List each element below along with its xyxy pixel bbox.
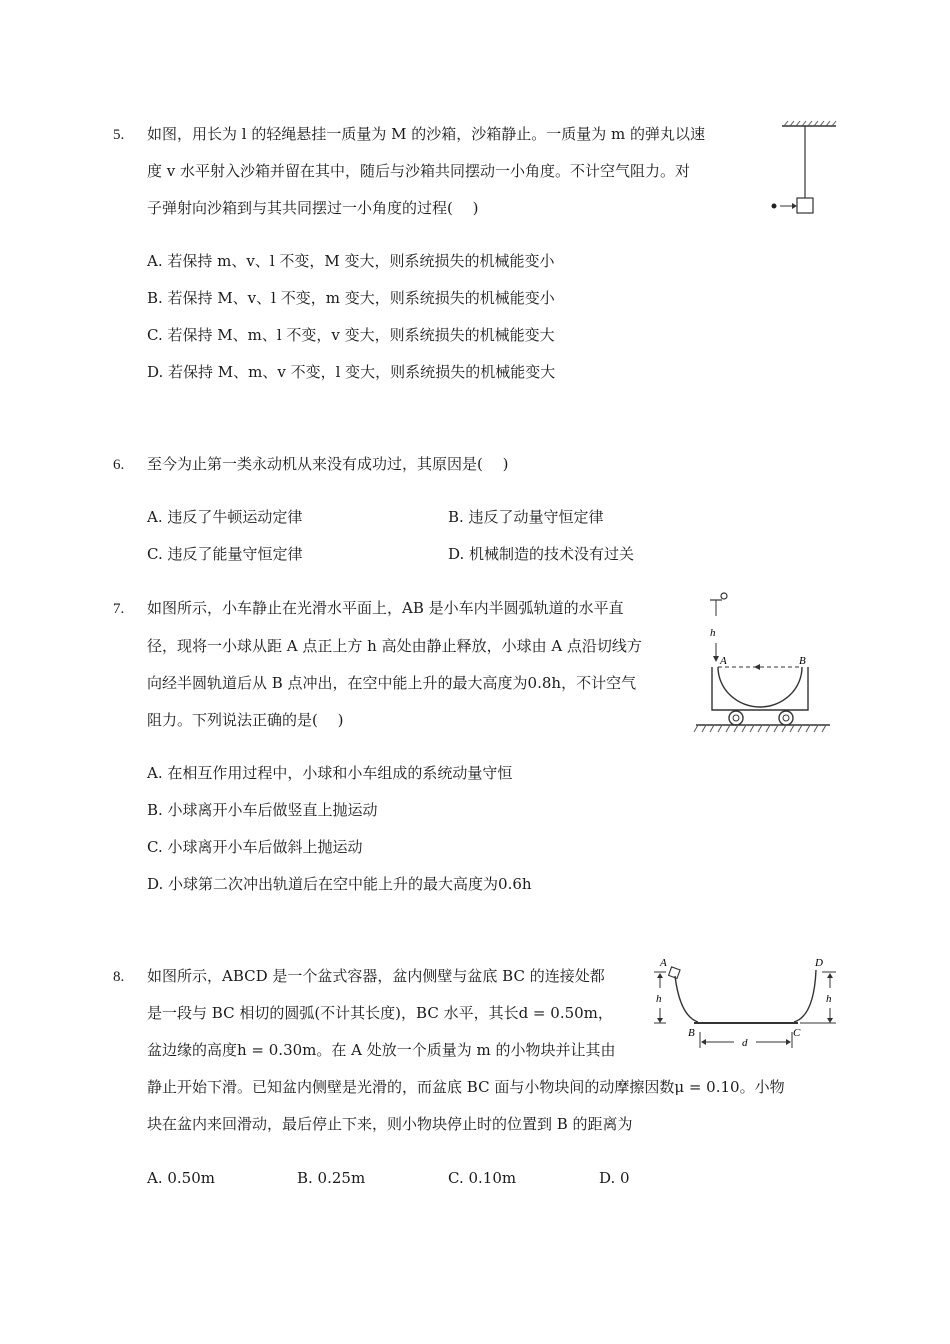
- option-c[interactable]: C. 违反了能量守恒定律: [147, 545, 303, 563]
- option-c[interactable]: C. 小球离开小车后做斜上抛运动: [147, 838, 363, 856]
- option-d[interactable]: D. 0: [599, 1169, 630, 1187]
- question-text-line: 盆边缘的高度h = 0.30m。在 A 处放一个质量为 m 的小物块并让其由: [147, 1041, 616, 1059]
- question-number: 6.: [113, 457, 125, 473]
- option-d[interactable]: D. 机械制造的技术没有过关: [448, 545, 635, 563]
- option-d[interactable]: D. 小球第二次冲出轨道后在空中能上升的最大高度为0.6h: [147, 875, 532, 893]
- option-a[interactable]: A. 违反了牛顿运动定律: [147, 508, 303, 526]
- option-b[interactable]: B. 0.25m: [297, 1169, 366, 1187]
- question-number: 7.: [113, 601, 125, 617]
- option-b[interactable]: B. 小球离开小车后做竖直上抛运动: [147, 801, 378, 819]
- label-a: A: [720, 655, 727, 667]
- basin-container-figure: [650, 952, 840, 1052]
- question-text-line: 度 v 水平射入沙箱并留在其中，随后与沙箱共同摆动一小角度。不计空气阻力。对: [147, 162, 691, 180]
- question-text-line: 子弹射向沙箱到与其共同摆过一小角度的过程( ): [147, 199, 479, 217]
- question-text-line: 径，现将一小球从距 A 点正上方 h 高处由静止释放，小球由 A 点沿切线方: [147, 637, 642, 655]
- option-b[interactable]: B. 若保持 M、v、l 不变，m 变大，则系统损失的机械能变小: [147, 289, 555, 307]
- question-text-line: 是一段与 BC 相切的圆弧(不计其长度)，BC 水平，其长d = 0.50m，: [147, 1004, 613, 1022]
- label-c: C: [793, 1027, 801, 1039]
- question-text-line: 块在盆内来回滑动，最后停止下来，则小物块停止时的位置到 B 的距离为: [147, 1115, 633, 1133]
- question-number: 5.: [113, 127, 125, 143]
- label-h-right: h: [826, 993, 832, 1005]
- option-d[interactable]: D. 若保持 M、m、v 不变，l 变大，则系统损失的机械能变大: [147, 363, 556, 381]
- question-text-line: 如图所示，ABCD 是一个盆式容器，盆内侧壁与盆底 BC 的连接处都: [147, 967, 605, 985]
- label-b: B: [688, 1027, 695, 1039]
- label-d-top: D: [815, 957, 823, 969]
- option-c[interactable]: C. 0.10m: [448, 1169, 517, 1187]
- option-a[interactable]: A. 在相互作用过程中，小球和小车组成的系统动量守恒: [147, 764, 513, 782]
- question-text-line: 至今为止第一类永动机从来没有成功过，其原因是( ): [147, 455, 509, 473]
- option-a[interactable]: A. 若保持 m、v、l 不变，M 变大，则系统损失的机械能变小: [147, 252, 555, 270]
- label-b: B: [799, 655, 806, 667]
- question-text-line: 静止开始下滑。已知盆内侧壁是光滑的，而盆底 BC 面与小物块间的动摩擦因数μ = 0.10。小物: [147, 1078, 785, 1096]
- question-text-line: 如图所示，小车静止在光滑水平面上，AB 是小车内半圆弧轨道的水平直: [147, 599, 624, 617]
- label-h: h: [710, 627, 716, 639]
- label-a: A: [660, 957, 667, 969]
- option-a[interactable]: A. 0.50m: [147, 1169, 215, 1187]
- cart-track-figure: [690, 588, 835, 736]
- sandbox-pendulum-figure: [760, 118, 840, 218]
- option-c[interactable]: C. 若保持 M、m、l 不变，v 变大，则系统损失的机械能变大: [147, 326, 555, 344]
- question-number: 8.: [113, 969, 125, 985]
- question-text-line: 如图，用长为 l 的轻绳悬挂一质量为 M 的沙箱，沙箱静止。一质量为 m 的弹丸以速: [147, 125, 705, 143]
- option-b[interactable]: B. 违反了动量守恒定律: [448, 508, 604, 526]
- question-text-line: 阻力。下列说法正确的是( ): [147, 711, 344, 729]
- label-h-left: h: [656, 993, 662, 1005]
- question-text-line: 向经半圆轨道后从 B 点冲出，在空中能上升的最大高度为0.8h，不计空气: [147, 674, 637, 692]
- label-d-length: d: [742, 1037, 748, 1049]
